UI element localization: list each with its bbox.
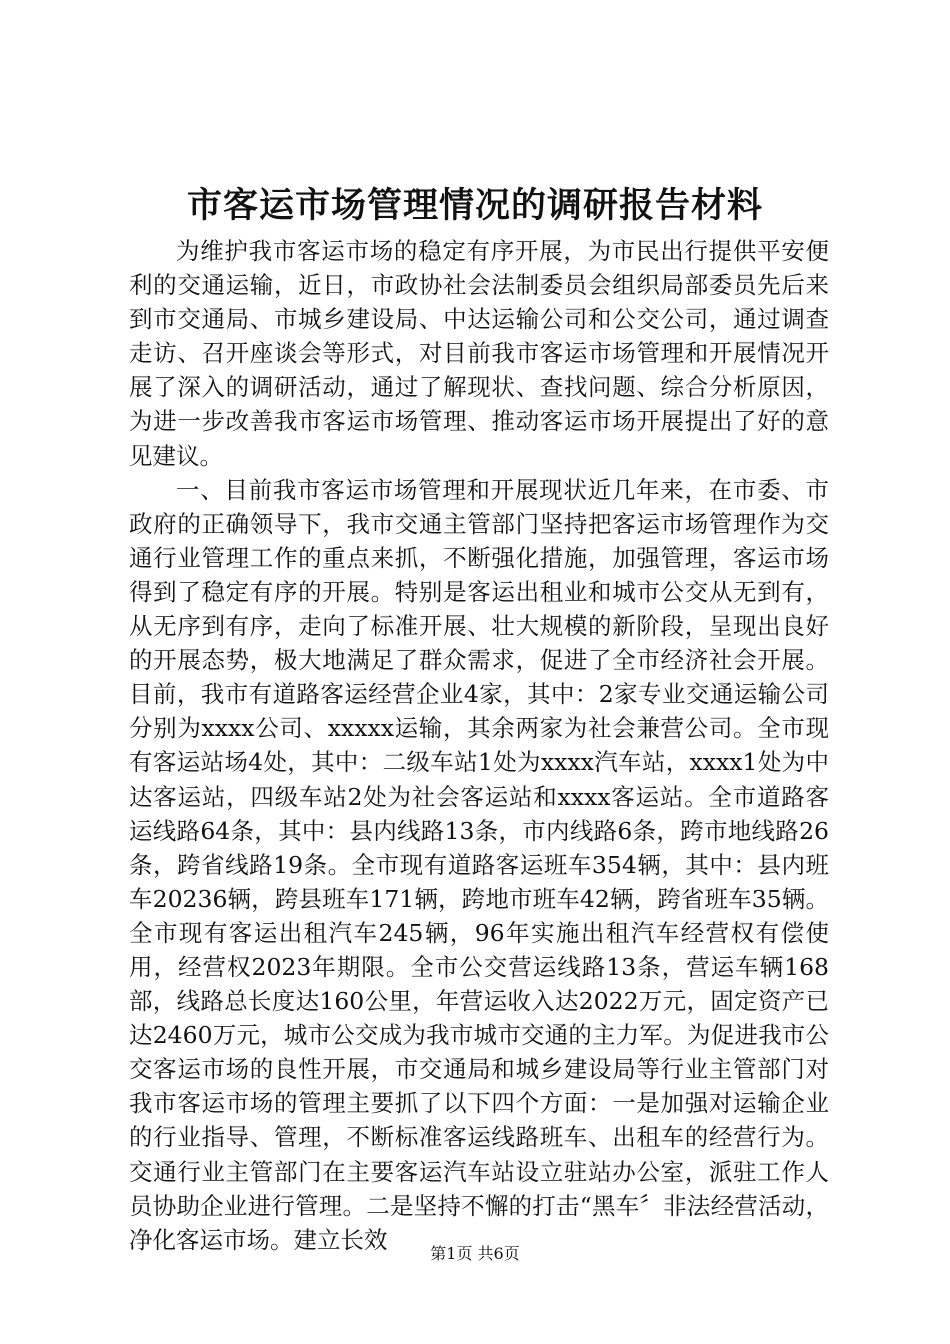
paragraph-section-one: 一、目前我市客运市场管理和开展现状近几年来，在市委、市政府的正确领导下，我市交通主管部门坚持把客运市场管理作为交通行业管理工作的重点来抓，不断强化措施，加强管理，客运市场得到了稳定有序的开展。特别是客运出租业和城市公交从无到有，从无序到有序，走向了标准开展、壮大规模的新阶段，呈现出良好的开展态势，极大地满足了群众需求，促进了全市经济社会开展。目前，我市有道路客运经营企业4家，其中：2家专业交通运输公司分别为xxxx公司、xxxxx运输，其余两家为社会兼营公司。全市现有客运站场4处，其中：二级车站1处为xxxx汽车站，xxxx1处为中达客运站，四级车站2处为社会客运站和xxxx客运站。全市道路客运线路64条，其中：县内线路13条，市内线路6条，跨市地线路26条，跨省线路19条。全市现有道路客运班车354辆，其中：县内班车20236辆，跨县班车171辆，跨地市班车42辆，跨省班车35辆。全市现有客运出租汽车245辆，96年实施出租汽车经营权有偿使用，经营权2023年期限。全市公交营运线路13条，营运车辆168部，线路总长度达160公里，年营运收入达2022万元，固定资产已达2460万元，城市公交成为我市城市交通的主力军。为促进我市公交客运市场的良性开展，市交通局和城乡建设局等行业主管部门对我市客运市场的管理主要抓了以下四个方面：一是加强对运输企业的行业指导、管理，不断标准客运线路班车、出租车的经营行为。交通行业主管部门在主要客运汽车站设立驻站办公室，派驻工作人员协助企业进行管理。二是坚持不懈的打击“黑车〞非法经营活动，净化客运市场。建立长效 — [129, 475, 829, 1254]
paragraph-intro: 为维护我市客运市场的稳定有序开展，为市民出行提供平安便利的交通运输，近日，市政协社会法制委员会组织局部委员先后来到市交通局、市城乡建设局、中达运输公司和公交公司，通过调查走访、召开座谈会等形式，对目前我市客运市场管理和开展情况开展了深入的调研活动，通过了解现状、查找问题、综合分析原因，为进一步改善我市客运市场管理、推动客运市场开展提出了好的意见建议。 — [129, 237, 829, 470]
page-number-footer: 第1页 共6页 — [430, 1244, 520, 1263]
document-title: 市客运市场管理情况的调研报告材料 — [186, 186, 763, 226]
document-body — [129, 234, 829, 1257]
